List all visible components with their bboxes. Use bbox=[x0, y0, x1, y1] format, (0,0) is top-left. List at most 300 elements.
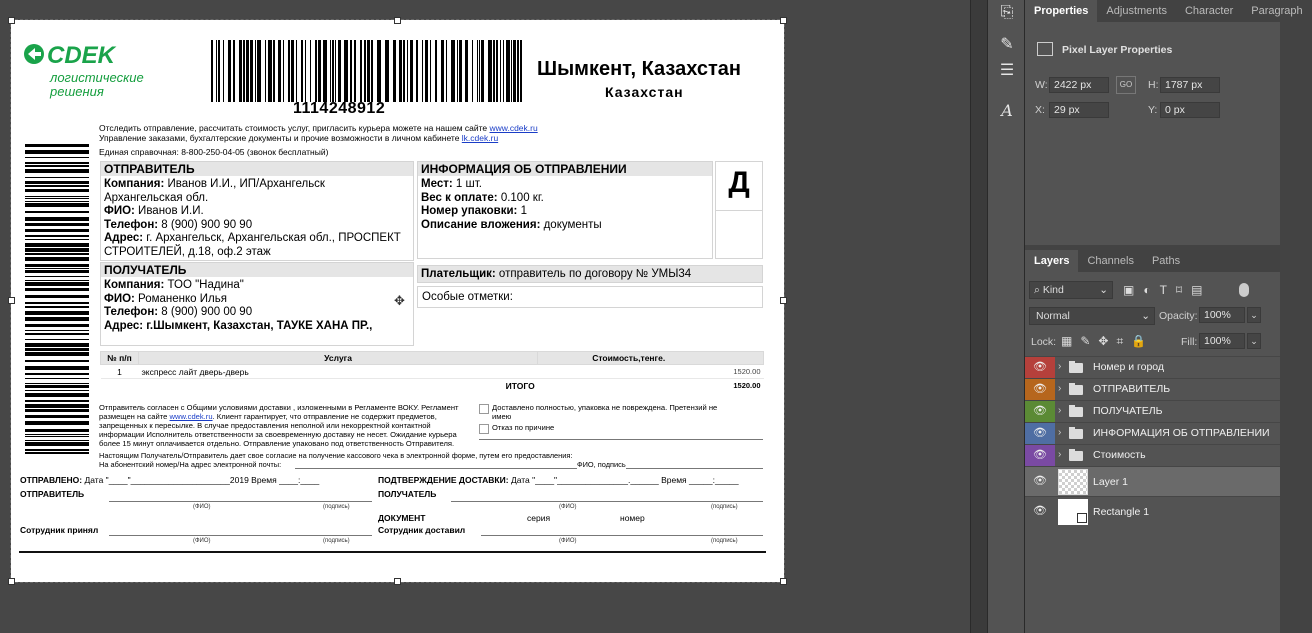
tab-paths[interactable]: Paths bbox=[1151, 255, 1181, 267]
employee-delivered-line bbox=[481, 535, 763, 536]
shipment-body bbox=[418, 176, 712, 234]
special-marks-box bbox=[417, 286, 763, 308]
terms-text bbox=[99, 403, 483, 448]
delivery-confirm-line bbox=[378, 475, 739, 485]
label: ФИО: bbox=[104, 292, 135, 305]
consent-line: На абонентский номер/На адрес электронной почты: bbox=[99, 460, 282, 469]
recipient-phone: 8 (900) 900 00 90 bbox=[158, 306, 253, 318]
filter-icons[interactable]: ▣◐T⌑▤ bbox=[1123, 283, 1212, 297]
terms-line: размещен на сайте bbox=[99, 412, 170, 421]
barcode-bar bbox=[228, 40, 231, 102]
layer-row-group[interactable] bbox=[1025, 400, 1280, 422]
layer-row-group[interactable] bbox=[1025, 444, 1280, 466]
barcode-bar bbox=[25, 429, 89, 432]
label: Компания: bbox=[104, 279, 165, 291]
row-service: экспресс лайт дверь-дверь bbox=[138, 365, 537, 379]
filter-kind-select[interactable] bbox=[1029, 281, 1113, 299]
info-line-2 bbox=[99, 133, 498, 143]
barcode-bar bbox=[517, 40, 519, 102]
transform-handle-bm[interactable] bbox=[394, 578, 401, 585]
terms-line: более 15 минут оплачивается отдельно. Отправление упаковано под ответственность Отправителя. bbox=[99, 439, 455, 448]
barcode-bar bbox=[399, 40, 402, 102]
eye-icon[interactable]: 👁 bbox=[1033, 383, 1047, 395]
barcode-bar bbox=[246, 40, 249, 102]
payer-value: отправитель по договору № УМЫ34 bbox=[495, 268, 692, 280]
barcode-bar bbox=[335, 40, 336, 102]
barcode-top bbox=[211, 40, 523, 102]
chevron-down-icon[interactable]: ⌄ bbox=[1247, 307, 1261, 323]
recipient-company: ТОО "Надина" bbox=[164, 279, 244, 291]
layer-row-group[interactable] bbox=[1025, 378, 1280, 400]
layer-row-group[interactable] bbox=[1025, 422, 1280, 444]
barcode-bar bbox=[25, 421, 89, 425]
layer-name: ПОЛУЧАТЕЛЬ bbox=[1093, 405, 1163, 417]
tab-adjustments[interactable]: Adjustments bbox=[1106, 5, 1167, 17]
document-page[interactable] bbox=[11, 20, 784, 582]
barcode-bar bbox=[25, 440, 89, 441]
properties-panel bbox=[1025, 0, 1303, 245]
barcode-bar bbox=[367, 40, 370, 102]
barcode-bar bbox=[233, 40, 235, 102]
barcode-bar bbox=[268, 40, 272, 102]
shipment-pack: 1 bbox=[517, 205, 527, 217]
barcode-bar bbox=[223, 40, 224, 102]
barcode-bar bbox=[25, 390, 89, 391]
lock-label: Lock: bbox=[1031, 336, 1057, 348]
delivered-line: Доставлено полностью, упаковка не повреждена. Претензий не bbox=[492, 403, 718, 412]
sender-title: ОТПРАВИТЕЛЬ bbox=[101, 162, 413, 176]
layer-name: Стоимость bbox=[1093, 449, 1146, 461]
eye-icon[interactable]: 👁 bbox=[1033, 475, 1047, 487]
consent-line: Настоящим Получатель/Отправитель дает свое согласие на получение кассового чека в электронной форме, путем его предоставления: bbox=[99, 451, 573, 460]
barcode-bar bbox=[25, 360, 89, 362]
barcode-bar bbox=[385, 40, 389, 102]
barcode-bar bbox=[25, 217, 89, 221]
layer-name: Номер и город bbox=[1093, 361, 1165, 373]
sender-sign-line bbox=[109, 501, 372, 502]
barcode-bar bbox=[25, 383, 89, 384]
fio-caption: (ФИО) bbox=[559, 504, 577, 510]
barcode-bar bbox=[435, 40, 437, 102]
recipient-box bbox=[100, 262, 414, 346]
chevron-right-icon[interactable]: › bbox=[1058, 449, 1062, 460]
terms-line: . Клиент гарантирует, что отправление не содержит предметов, bbox=[212, 412, 437, 421]
barcode-bar bbox=[25, 264, 89, 267]
sender-address-2: СТРОИТЕЛЕЙ, д.18, оф.2 этаж bbox=[104, 245, 271, 258]
layer-row-pixel[interactable] bbox=[1025, 466, 1280, 496]
shipment-places: 1 шт. bbox=[452, 178, 482, 190]
barcode-bar bbox=[25, 366, 89, 370]
series-label: серия bbox=[527, 513, 551, 523]
barcode-bar bbox=[25, 317, 89, 321]
barcode-bar bbox=[25, 343, 89, 347]
barcode-bar bbox=[496, 40, 498, 102]
barcode-bar bbox=[25, 165, 89, 167]
transform-handle-tm[interactable] bbox=[394, 17, 401, 24]
barcode-bar bbox=[479, 40, 480, 102]
barcode-bar bbox=[318, 40, 321, 102]
eye-icon[interactable]: 👁 bbox=[1033, 505, 1047, 517]
barcode-bar bbox=[354, 40, 356, 102]
barcode-bar bbox=[243, 40, 245, 102]
label: Адрес: bbox=[104, 232, 144, 244]
barcode-bar bbox=[296, 40, 297, 102]
label: Номер упаковки: bbox=[421, 205, 518, 217]
shipment-desc: документы bbox=[540, 218, 602, 231]
folder-icon bbox=[1069, 363, 1083, 373]
sign-caption: (подпись) bbox=[711, 504, 738, 510]
logo-subtitle bbox=[50, 71, 144, 99]
barcode-bar bbox=[218, 40, 220, 102]
barcode-bar bbox=[25, 404, 89, 408]
barcode-bar bbox=[25, 177, 89, 178]
layer-thumbnail bbox=[1058, 469, 1088, 495]
barcode-bar bbox=[25, 288, 89, 291]
barcode-bar bbox=[441, 40, 444, 102]
delivered-line: имею bbox=[492, 412, 512, 421]
barcode-bar bbox=[25, 162, 89, 164]
barcode-bar bbox=[338, 40, 341, 102]
barcode-bar bbox=[25, 239, 89, 240]
barcode-bar bbox=[25, 311, 89, 315]
fio-caption: (ФИО) bbox=[559, 538, 577, 544]
info-line-3: Единая справочная: 8-800-250-04-05 (звонок бесплатный) bbox=[99, 147, 329, 157]
barcode-bar bbox=[364, 40, 366, 102]
row-cost: 1520.00 bbox=[538, 365, 764, 379]
transform-handle-ml[interactable] bbox=[8, 297, 15, 304]
fill-label: Fill: bbox=[1181, 336, 1198, 348]
payer-label: Плательщик: bbox=[421, 268, 496, 280]
terms-line: запрещенных к пересылке. В случае предоставления неполной или некорректной контактной bbox=[99, 421, 431, 430]
barcode-bar bbox=[477, 40, 478, 102]
total-label: ИТОГО bbox=[138, 379, 537, 393]
transform-handle-tr[interactable] bbox=[780, 17, 787, 24]
barcode-bar bbox=[25, 306, 89, 308]
chevron-right-icon[interactable]: › bbox=[1058, 427, 1062, 438]
layer-row-shape[interactable] bbox=[1025, 496, 1280, 526]
barcode-bar bbox=[332, 40, 334, 102]
label: Вес к оплате: bbox=[421, 191, 498, 204]
transform-handle-tl[interactable] bbox=[8, 17, 15, 24]
sign-caption: (подпись) bbox=[323, 538, 350, 544]
x-field[interactable]: 29 px bbox=[1049, 102, 1109, 118]
eye-icon[interactable]: 👁 bbox=[1033, 405, 1047, 417]
barcode-bar bbox=[371, 40, 373, 102]
y-label: Y: bbox=[1148, 104, 1158, 116]
barcode-bar bbox=[422, 40, 423, 102]
barcode-bar bbox=[239, 40, 242, 102]
barcode-left bbox=[25, 144, 89, 454]
layer-name: ОТПРАВИТЕЛЬ bbox=[1093, 383, 1171, 395]
character-icon[interactable]: A bbox=[1001, 101, 1013, 120]
tool-panel bbox=[987, 0, 1025, 633]
barcode-bar bbox=[457, 40, 458, 102]
barcode-bar bbox=[25, 324, 89, 327]
barcode-bar bbox=[513, 40, 516, 102]
link-dimensions-icon[interactable]: GO bbox=[1116, 76, 1136, 94]
sender-company-2: Архангельская обл. bbox=[104, 191, 209, 204]
service-table bbox=[100, 351, 764, 393]
shipment-title: ИНФОРМАЦИЯ ОБ ОТПРАВЛЕНИИ bbox=[418, 162, 712, 176]
search-icon: ⌕ bbox=[1034, 284, 1040, 296]
delivered-text bbox=[492, 403, 717, 421]
pixel-layer-icon bbox=[1037, 42, 1053, 56]
sent-label: ОТПРАВЛЕНО: bbox=[20, 475, 83, 485]
delivered-checkbox[interactable] bbox=[479, 404, 489, 414]
barcode-bar bbox=[25, 181, 89, 184]
sent-date: Дата "____"_____________________2019 Время ____:____ bbox=[82, 475, 320, 485]
special-marks-label: Особые отметки: bbox=[422, 291, 513, 303]
barcode-bar bbox=[25, 295, 89, 298]
sign-caption: (подпись) bbox=[323, 504, 350, 510]
barcode-bar bbox=[393, 40, 396, 102]
recipient-sign-label: ПОЛУЧАТЕЛЬ bbox=[378, 489, 437, 499]
transform-handle-br[interactable] bbox=[780, 578, 787, 585]
sender-fio: Иванов И.И. bbox=[134, 205, 204, 217]
barcode-bar bbox=[25, 248, 89, 252]
barcode-bar bbox=[472, 40, 473, 102]
layer-name: ИНФОРМАЦИЯ ОБ ОТПРАВЛЕНИИ bbox=[1093, 427, 1270, 439]
barcode-bar bbox=[257, 40, 261, 102]
total-value: 1520.00 bbox=[538, 379, 764, 393]
delivery-type-box bbox=[715, 161, 763, 259]
barcode-bar bbox=[481, 40, 484, 102]
barcode-bar bbox=[377, 40, 381, 102]
history-brush-icon[interactable]: ⎘ bbox=[1000, 4, 1014, 21]
refusal-checkbox[interactable] bbox=[479, 424, 489, 434]
barcode-bar bbox=[255, 40, 256, 102]
consent-text bbox=[99, 451, 572, 469]
payer-box bbox=[417, 265, 763, 283]
info-text-2: Управление заказами, бухгалтерские документы и прочие возможности в личном кабинете bbox=[99, 133, 462, 143]
label: Телефон: bbox=[104, 218, 159, 231]
barcode-bar bbox=[25, 442, 89, 446]
barcode-bar bbox=[511, 40, 512, 102]
blend-mode-select[interactable] bbox=[1029, 307, 1155, 325]
eye-icon[interactable]: 👁 bbox=[1033, 449, 1047, 461]
terms-line: Отправитель согласен с Общими условиями доставки , изложенными в Регламенте ВОКУ. Регламент bbox=[99, 403, 459, 412]
label: Описание вложения: bbox=[421, 218, 541, 231]
fill-field[interactable]: 100% bbox=[1199, 333, 1245, 349]
barcode-bar bbox=[25, 235, 89, 237]
employee-accepted-label: Сотрудник принял bbox=[20, 525, 99, 535]
filter-kind-value: Kind bbox=[1042, 284, 1064, 296]
filter-toggle[interactable] bbox=[1239, 283, 1249, 297]
y-field[interactable]: 0 px bbox=[1160, 102, 1220, 118]
adjustments-icon[interactable]: ☰ bbox=[999, 62, 1015, 79]
barcode-bar bbox=[25, 157, 89, 158]
barcode-bar bbox=[25, 253, 89, 255]
col-cost: Стоимость,тенге. bbox=[538, 352, 764, 365]
barcode-bar bbox=[323, 40, 327, 102]
barcode-bar bbox=[500, 40, 501, 102]
barcode-bar bbox=[25, 203, 89, 207]
delivery-confirm-label: ПОДТВЕРЖДЕНИЕ ДОСТАВКИ: bbox=[378, 475, 509, 485]
eye-icon[interactable]: 👁 bbox=[1033, 361, 1047, 373]
tab-character[interactable]: Character bbox=[1184, 5, 1234, 17]
layer-name: Layer 1 bbox=[1093, 476, 1129, 488]
barcode-bar bbox=[465, 40, 468, 102]
tab-channels[interactable]: Channels bbox=[1087, 255, 1134, 267]
row-num: 1 bbox=[101, 365, 139, 379]
barcode-bar bbox=[25, 270, 89, 273]
barcode-bar bbox=[25, 276, 89, 277]
lk-site-link[interactable]: lk.cdek.ru bbox=[461, 133, 499, 143]
opacity-field[interactable]: 100% bbox=[1199, 307, 1245, 323]
barcode-bar bbox=[25, 415, 89, 418]
barcode-bar bbox=[503, 40, 504, 102]
blend-mode-value: Normal bbox=[1036, 310, 1070, 322]
number-label: номер bbox=[620, 513, 645, 523]
barcode-bar bbox=[288, 40, 290, 102]
col-service: Услуга bbox=[138, 352, 537, 365]
barcode-bar bbox=[25, 352, 89, 356]
sender-body bbox=[101, 176, 413, 261]
document-label: ДОКУМЕНТ bbox=[378, 513, 426, 523]
properties-header: Pixel Layer Properties bbox=[1062, 44, 1173, 56]
chevron-right-icon[interactable]: › bbox=[1058, 405, 1062, 416]
barcode-bar bbox=[25, 189, 89, 192]
sender-phone: 8 (900) 900 90 90 bbox=[158, 218, 253, 231]
folder-icon bbox=[1069, 407, 1083, 417]
sent-line bbox=[20, 475, 319, 485]
tab-paragraph[interactable]: Paragraph bbox=[1251, 5, 1303, 17]
barcode-bar bbox=[25, 282, 89, 286]
barcode-bar bbox=[25, 198, 89, 199]
barcode-bar bbox=[25, 302, 89, 304]
consent-fio: ФИО, подпись bbox=[577, 460, 626, 469]
barcode-bar bbox=[301, 40, 303, 102]
tab-layers[interactable]: Layers bbox=[1025, 250, 1078, 272]
barcode-bar bbox=[25, 393, 89, 397]
barcode-bar bbox=[25, 434, 89, 435]
barcode-bar bbox=[25, 223, 89, 226]
shipment-box bbox=[417, 161, 713, 259]
sender-address: г. Архангельск, Архангельская обл., ПРОСПЕКТ bbox=[143, 232, 401, 244]
barcode-bar bbox=[25, 373, 89, 375]
col-num: № п/п bbox=[101, 352, 139, 365]
transform-handle-bl[interactable] bbox=[8, 578, 15, 585]
layers-tabs bbox=[1025, 250, 1280, 272]
height-field[interactable]: 1787 px bbox=[1160, 77, 1220, 93]
barcode-bar bbox=[520, 40, 522, 102]
barcode-bar bbox=[25, 436, 89, 437]
barcode-bar bbox=[25, 211, 89, 213]
barcode-bar bbox=[25, 150, 89, 154]
employee-delivered-label: Сотрудник доставил bbox=[378, 525, 466, 535]
terms-line: информации Исполнитель ответственности за своевременную доставку не несет. Ожидание курьера bbox=[99, 430, 457, 439]
destination-city: Шымкент, Казахстан bbox=[537, 58, 741, 80]
barcode-bar bbox=[283, 40, 284, 102]
folder-icon bbox=[1069, 429, 1083, 439]
barcode-bar bbox=[360, 40, 362, 102]
tab-properties[interactable]: Properties bbox=[1025, 0, 1097, 22]
barcode-bar bbox=[25, 330, 89, 331]
barcode-bar bbox=[416, 40, 418, 102]
label: ФИО: bbox=[104, 205, 135, 217]
chevron-down-icon[interactable]: ⌄ bbox=[1247, 333, 1261, 349]
barcode-bar bbox=[451, 40, 455, 102]
barcode-bar bbox=[25, 169, 89, 173]
cell bbox=[101, 379, 139, 393]
transform-handle-mr[interactable] bbox=[780, 297, 787, 304]
barcode-bar bbox=[250, 40, 253, 102]
lock-icons[interactable]: ▦✎✥⌗🔒 bbox=[1061, 334, 1155, 348]
shipment-weight: 0.100 кг. bbox=[497, 191, 544, 204]
terms-link[interactable]: www.cdek.ru bbox=[169, 412, 213, 421]
delivery-confirm-date: Дата "____"_______________.______ Время _____:_____ bbox=[508, 475, 739, 485]
barcode-bar bbox=[493, 40, 495, 102]
info-line-1 bbox=[99, 123, 538, 133]
eye-icon[interactable]: 👁 bbox=[1033, 427, 1047, 439]
width-field[interactable]: 2422 px bbox=[1049, 77, 1109, 93]
height-label: H: bbox=[1148, 79, 1159, 91]
logo-text: CDEK bbox=[47, 42, 116, 69]
barcode-bar bbox=[330, 40, 331, 102]
destination-country: Казахстан bbox=[605, 84, 684, 100]
barcode-bar bbox=[446, 40, 447, 102]
sender-company: Иванов И.И., ИП/Архангельск bbox=[164, 178, 325, 190]
barcode-bar bbox=[425, 40, 428, 102]
barcode-bar bbox=[410, 40, 413, 102]
delivery-type-letter: Д bbox=[728, 166, 750, 199]
barcode-bar bbox=[407, 40, 408, 102]
barcode-bar bbox=[430, 40, 431, 102]
recipient-address: Адрес: г.Шымкент, Казахстан, ТАУКЕ ХАНА ПР., bbox=[104, 319, 373, 332]
barcode-bar bbox=[211, 40, 213, 102]
barcode-bar bbox=[25, 280, 89, 281]
barcode-bar bbox=[506, 40, 510, 102]
label: Компания: bbox=[104, 178, 165, 190]
barcode-bar bbox=[25, 229, 89, 232]
chevron-right-icon[interactable]: › bbox=[1058, 383, 1062, 394]
info-text-1: Отследить отправление, рассчитать стоимость услуг, пригласить курьера можете на нашем сайте bbox=[99, 123, 490, 133]
barcode-bar bbox=[25, 243, 89, 247]
sender-sign-label: ОТПРАВИТЕЛЬ bbox=[20, 489, 85, 499]
chevron-down-icon: ⌄ bbox=[1141, 310, 1150, 322]
barcode-bar bbox=[25, 144, 89, 147]
folder-icon bbox=[1069, 385, 1083, 395]
recipient-body bbox=[101, 277, 413, 335]
cdek-site-link[interactable]: www.cdek.ru bbox=[489, 123, 538, 133]
barcode-bar bbox=[488, 40, 492, 102]
barcode-bar bbox=[25, 385, 89, 388]
crosshair-cursor-icon: ✥ bbox=[394, 293, 405, 308]
barcode-number: 1114248912 bbox=[293, 100, 386, 117]
layer-row-group[interactable] bbox=[1025, 356, 1280, 378]
sender-box bbox=[100, 161, 414, 261]
logo-sub-line2: решения bbox=[50, 84, 104, 99]
barcode-bar bbox=[25, 196, 89, 197]
employee-accepted-line bbox=[109, 535, 372, 536]
shape-icon bbox=[1077, 513, 1087, 523]
properties-tabs bbox=[1025, 0, 1303, 22]
layers-panel bbox=[1025, 250, 1280, 633]
refusal-line bbox=[479, 439, 763, 440]
barcode-bar bbox=[25, 400, 89, 402]
barcode-bar bbox=[25, 452, 89, 454]
barcode-bar bbox=[291, 40, 294, 102]
chevron-right-icon[interactable]: › bbox=[1058, 361, 1062, 372]
barcode-bar bbox=[25, 185, 89, 187]
bottom-rule bbox=[19, 551, 766, 553]
panel-collapse-strip[interactable] bbox=[970, 0, 987, 633]
barcode-bar bbox=[25, 339, 89, 340]
sign-caption: (подпись) bbox=[711, 538, 738, 544]
width-label: W: bbox=[1035, 79, 1048, 91]
brush-settings-icon[interactable]: ✎ bbox=[1000, 36, 1014, 53]
barcode-bar bbox=[350, 40, 352, 102]
